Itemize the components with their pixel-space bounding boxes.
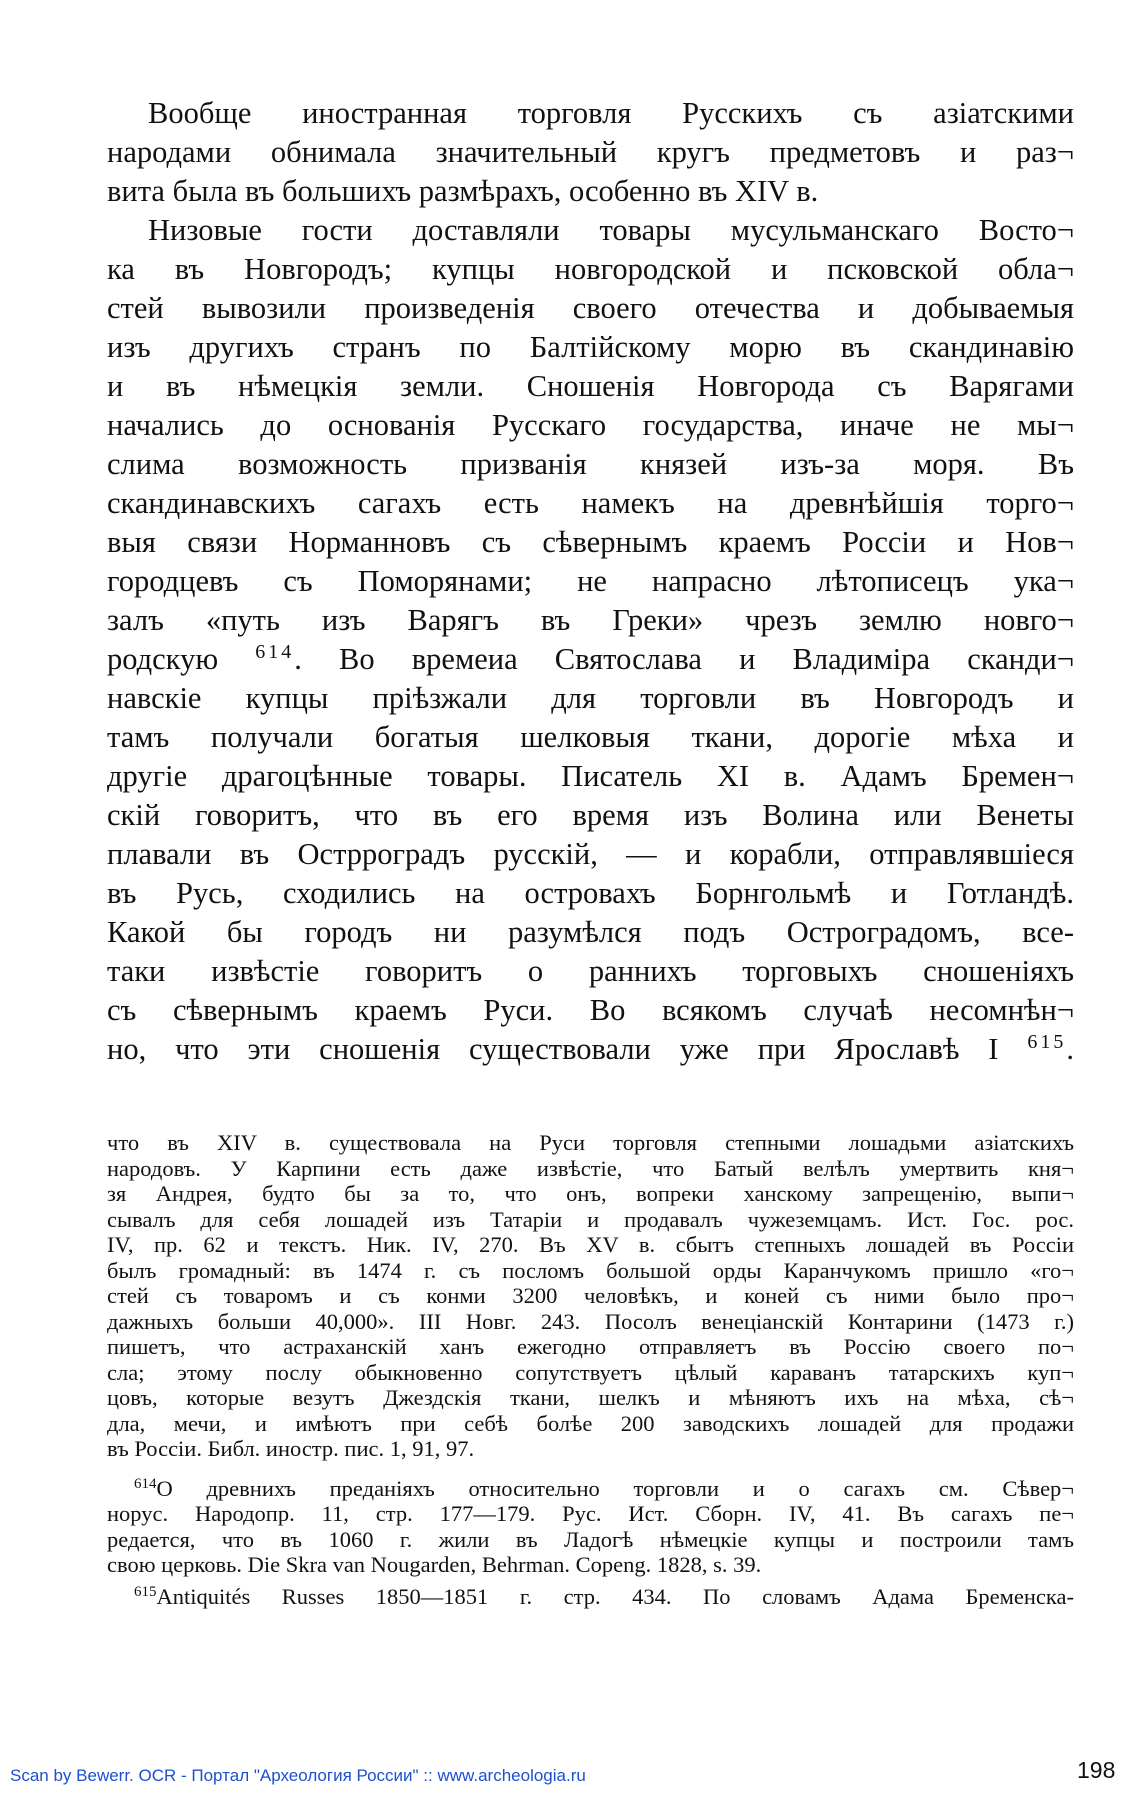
footnote-ref-615[interactable]: 615 xyxy=(1027,1031,1067,1053)
text-line: слима возможность призванія князей изъ-за моря. Въ xyxy=(107,447,1074,481)
text-line: скій говоритъ, что въ его время изъ Волина или Венеты xyxy=(107,798,1074,832)
text-segment: . xyxy=(1066,1032,1075,1066)
text-line: съ сѣвернымъ краемъ Руси. Во всякомъ случаѣ несомнѣн¬ xyxy=(107,993,1074,1027)
footnote-line: былъ громадный: въ 1474 г. съ посломъ большой орды Каранчукомъ пришло «го¬ xyxy=(107,1257,1074,1283)
text-line: выя связи Норманновъ съ сѣвернымъ краемъ Россіи и Нов¬ xyxy=(107,525,1074,559)
text-line: Какой бы городъ ни разумѣлся подъ Остроградомъ, все- xyxy=(107,915,1074,949)
text-line: изъ другихъ странъ по Балтійскому морю въ скандинавію xyxy=(107,330,1074,364)
footnote-line: свою церковь. Die Skra van Nougarden, Behrman. Copeng. 1828, s. 39. xyxy=(107,1552,762,1577)
text-line: въ Русь, сходились на островахъ Борнгольмѣ и Готландѣ. xyxy=(107,876,1074,910)
text-segment: . Во времеиа Святослава и Владиміра сканди¬ xyxy=(294,642,1074,676)
footnote-line: сывалъ для себя лошадей изъ Татаріи и продавалъ чужеземцамъ. Ист. Гос. рос. xyxy=(107,1206,1074,1232)
main-text xyxy=(107,94,1074,1069)
text-line: ка въ Новгородъ; купцы новгородской и псковской обла¬ xyxy=(107,252,1074,286)
text-segment: Antiquités Russes 1850—1851 г. стр. 434. По словамъ Адама Бременска- xyxy=(156,1583,1074,1609)
footnote-line: что въ XIV в. существовала на Руси торговля степными лошадьми азіатскихъ xyxy=(107,1130,1074,1155)
footnote-line: дла, мечи, и имѣютъ при себѣ болѣе 200 заводскихъ лошадей для продажи xyxy=(107,1410,1074,1436)
text-line: таки извѣстіе говоритъ о раннихъ торговыхъ сношеніяхъ xyxy=(107,954,1074,988)
text-segment: родскую xyxy=(107,642,219,676)
footnote-614 xyxy=(107,1476,1074,1578)
text-line: навскіе купцы пріѣзжали для торговли въ Новгородъ и xyxy=(107,681,1074,715)
text-line: вита была въ большихъ размѣрахъ, особенно въ XIV в. xyxy=(107,174,819,208)
footnote-marker-614: 614 xyxy=(134,1475,157,1492)
text-line: Низовые гости доставляли товары мусульманскаго Восто¬ xyxy=(148,213,1074,247)
footnote-line: норус. Народопр. 11, стр. 177—179. Рус. Ист. Сборн. IV, 41. Въ сагахъ пе¬ xyxy=(107,1501,1074,1526)
text-segment: О древнихъ преданіяхъ относительно торговли и о сагахъ см. Сѣвер¬ xyxy=(156,1475,1074,1501)
footnote-line: сла; этому послу обыкновенно сопутствуетъ цѣлый караванъ татарскихъ куп¬ xyxy=(107,1359,1074,1385)
footnote-line: народовъ. У Карпини есть даже извѣстіе, что Батый велѣлъ умертвить кня¬ xyxy=(107,1155,1074,1181)
scan-credit[interactable]: Scan by Bewerr. OCR - Портал "Археология России" :: www.archeologia.ru xyxy=(10,1766,586,1785)
footnote-continuation xyxy=(107,1130,1074,1462)
text-line: стей вывозили произведенія своего отечества и добываемыя xyxy=(107,291,1074,325)
text-segment: но, что эти сношенія существовали уже при Ярославѣ I xyxy=(107,1032,999,1066)
text-line: скандинавскихъ сагахъ есть намекъ на древнѣйшія торго¬ xyxy=(107,486,1074,520)
footnote-line: цовъ, которые везутъ Джездскія ткани, шелкъ и мѣняютъ ихъ на мѣха, сѣ¬ xyxy=(107,1385,1074,1410)
text-line: народами обнимала значительный кругъ предметовъ и раз¬ xyxy=(107,135,1074,169)
text-line: Вообще иностранная торговля Русскихъ съ азіатскими xyxy=(148,96,1074,130)
footnote-line: IV, пр. 62 и текстъ. Ник. IV, 270. Въ XV в. сбытъ степныхъ лошадей въ Россіи xyxy=(107,1232,1074,1257)
footnote-line: стей съ товаромъ и съ конми 3200 человѣкъ, и коней съ ними было про¬ xyxy=(107,1283,1074,1308)
text-line: тамъ получали богатыя шелковыя ткани, дорогіе мѣха и xyxy=(107,720,1074,754)
footnote-line: редается, что въ 1060 г. жили въ Ладогѣ нѣмецкіе купцы и построили тамъ xyxy=(107,1526,1074,1552)
text-line: начались до основанія Русскаго государства, иначе не мы¬ xyxy=(107,408,1074,442)
footnote-marker-615: 615 xyxy=(134,1583,157,1600)
page-number: 198 xyxy=(1077,1757,1116,1783)
footnote-line: пишетъ, что астраханскій ханъ ежегодно отправляетъ въ Россію своего по¬ xyxy=(107,1334,1074,1359)
text-line: и въ нѣмецкія земли. Сношенія Новгорода съ Варягами xyxy=(107,369,1074,403)
footnote-615 xyxy=(107,1584,1074,1610)
text-line xyxy=(107,640,1074,679)
text-line: другіе драгоцѣнные товары. Писатель XI в. Адамъ Бремен¬ xyxy=(107,759,1074,793)
footnote-line: дажныхъ больши 40,000». III Новг. 243. Посолъ венеціанскій Контарини (1473 г.) xyxy=(107,1308,1074,1334)
footnotes xyxy=(107,1130,1074,1609)
footnote-line: въ Россіи. Библ. иностр. пис. 1, 91, 97. xyxy=(107,1436,475,1461)
text-line: городцевъ съ Поморянами; не напрасно лѣтописецъ ука¬ xyxy=(107,564,1074,598)
footnote-ref-614[interactable]: 614 xyxy=(255,641,295,663)
text-line: залъ «путь изъ Варягъ въ Греки» чрезъ землю новго¬ xyxy=(107,603,1074,637)
footnote-line xyxy=(107,1584,1074,1610)
footnote-line: зя Андрея, будто бы за то, что онъ, вопреки ханскому запрещенію, выпи¬ xyxy=(107,1181,1074,1206)
text-line: плавали въ Острроградъ русскій, — и корабли, отправлявшіеся xyxy=(107,837,1074,871)
footnote-line xyxy=(107,1476,1074,1502)
text-line xyxy=(107,1030,1074,1069)
